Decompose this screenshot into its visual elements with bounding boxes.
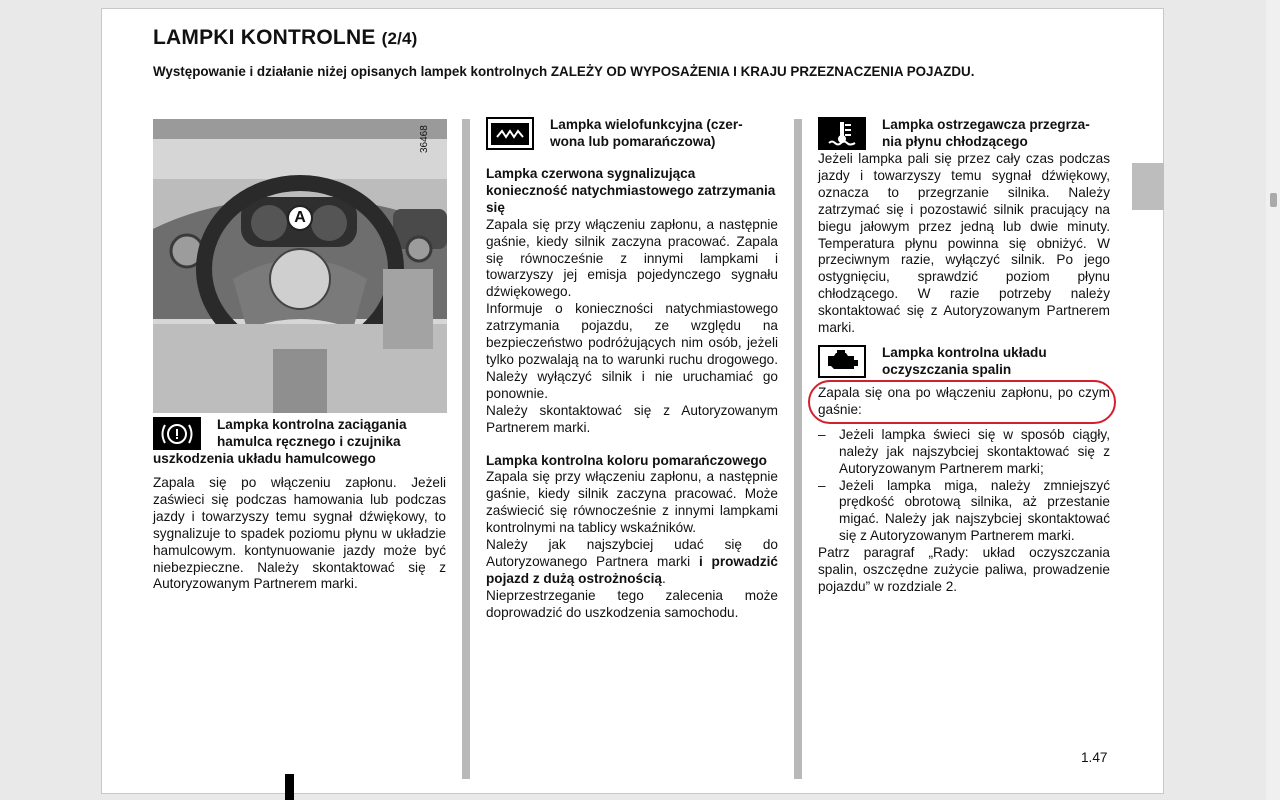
orange-lamp-text-2-bold: i prowadzić pojazd z dużą ostrożnością	[486, 553, 778, 586]
list-item-text: Jeżeli lampka miga, należy zmniejszyć prędkość obrotową silnika, aż przestanie migać. Należy jak najszybciej skontaktować się z Autoryzowanym Partnerem marki.	[839, 477, 1110, 544]
orange-lamp-text-2	[486, 537, 778, 588]
list-dash: –	[818, 426, 826, 442]
multifunction-warning-icon	[486, 117, 534, 150]
orange-lamp-text-1: Zapala się przy włączeniu zapłonu, a następnie gaśnie, kiedy silnik zaczyna pracować. Może zaświecić się równocześnie z innymi lampkami kontrolnymi na tablicy wskaźników.	[486, 469, 778, 536]
orange-lamp-text-2-end: .	[661, 570, 666, 586]
dashboard-illustration	[153, 119, 447, 413]
orange-lamp-text-2-plain: Należy jak najszybciej udać się do Autoryzowanego Partnera marki	[486, 537, 778, 569]
illustration-ref-code: 36468	[419, 125, 430, 153]
handbrake-warning-icon	[153, 417, 201, 450]
list-item	[818, 427, 1110, 478]
red-lamp-subheading: Lampka czerwona sygnalizująca konieczność natychmiastowego zatrzymania się	[486, 166, 776, 215]
multifunction-heading-l2: wona lub pomarańczowa)	[550, 133, 716, 149]
page-intro: Występowanie i działanie niżej opisanych lampek kontrolnych ZALEŻY OD WYPOSAŻENIA I KRAJU PRZEZNACZENIA POJAZDU.	[153, 64, 975, 79]
column-1	[153, 417, 446, 593]
coolant-heading-l1: Lampka ostrzegawcza przegrza-	[882, 117, 1090, 132]
steering-wheel-drawing	[153, 119, 447, 413]
red-lamp-text-1: Zapala się przy włączeniu zapłonu, a następnie gaśnie, kiedy silnik zaczyna pracować. Zapala się równocześnie z innymi lampkami i towarzyszy jej emisja pojedynczego sygnału dźwiękowego.	[486, 216, 778, 300]
vertical-scrollbar[interactable]	[1266, 0, 1280, 800]
column-divider-2	[794, 119, 802, 779]
multifunction-heading-l1: Lampka wielofunkcyjna (czer-	[550, 117, 743, 132]
brake-heading-l1: Lampka kontrolna zaciągania	[217, 417, 407, 432]
callout-a-label: A	[294, 209, 306, 226]
brake-heading-l2: hamulca ręcznego i czujnika	[217, 433, 401, 449]
coolant-heading-l2: nia płynu chłodzącego	[882, 133, 1028, 149]
brake-warning-text: Zapala się po włączeniu zapłonu. Jeżeli zaświeci się podczas hamowania lub podczas jazdy i towarzyszy temu sygnał dźwiękowy, to sygnalizuje to spadek poziomu płynu w układzie hamulcowym. kontynuowanie jazdy może być niebezpieczne. Należy skontaktować się z Autoryzowanym Partnerem marki.	[153, 475, 446, 592]
emission-heading-l1: Lampka kontrolna układu	[882, 344, 1047, 360]
emission-list	[818, 427, 1110, 545]
orange-lamp-subheading: Lampka kontrolna koloru pomarańczowego	[486, 452, 767, 468]
coolant-text: Jeżeli lampka pali się przez cały czas podczas jazdy i towarzyszy temu sygnał dźwiękowy, oznacza to przegrzanie silnika. Należy zatrzymać się i pozostawić silnik pracujący na biegu jałowym przez jedną lub dwie minuty. Temperatura płynu powinna się obniżyć. W przeciwnym razie, wyłączyć silnik. Po jego ostygnięciu, sprawdzić poziom płynu chłodzącego. W razie potrzeby należy skontaktować się z Autoryzowanym Partnerem marki.	[818, 151, 1110, 336]
list-dash: –	[818, 477, 826, 493]
page-title-text: LAMPKI KONTROLNE	[153, 26, 376, 49]
red-lamp-text-3: Należy skontaktować się z Autoryzowanym Partnerem marki.	[486, 402, 778, 435]
column-3	[818, 117, 1110, 596]
coolant-temperature-icon	[818, 117, 866, 150]
scrollbar-thumb[interactable]	[1270, 193, 1277, 207]
page-number: 1.47	[1081, 750, 1108, 765]
coolant-heading	[818, 117, 1110, 151]
text-cursor-marker	[285, 774, 294, 800]
list-item	[818, 478, 1110, 546]
emission-heading-l2: oczyszczania spalin	[882, 361, 1012, 377]
emission-heading	[818, 345, 1110, 381]
brake-warning-heading	[153, 417, 446, 467]
red-lamp-text-2: Informuje o konieczności natychmiastowego zatrzymania pojazdu, ze względu na bezpieczeństwo podróżujących nim osób, jeżeli tylko pozwalają na to warunki ruchu drogowego. Należy wyłączyć silnik i nie uruchamiać go ponownie.	[486, 301, 778, 401]
multifunction-heading	[486, 117, 778, 157]
page-title	[153, 26, 418, 50]
column-divider-1	[462, 119, 470, 779]
page-title-part: (2/4)	[381, 29, 418, 48]
chapter-side-tab	[1132, 163, 1164, 210]
emission-text-2: Patrz paragraf „Rady: układ oczyszczania spalin, oszczędne zużycie paliwa, prowadzenie pojazdu” w rozdziale 2.	[818, 545, 1110, 594]
orange-lamp-text-3: Nieprzestrzeganie tego zalecenia może doprowadzić do uszkodzenia samochodu.	[486, 587, 778, 620]
column-2	[486, 117, 778, 622]
emission-text-1: Zapala się ona po włączeniu zapłonu, po czym gaśnie:	[818, 384, 1110, 417]
list-item-text: Jeżeli lampka świeci się w sposób ciągły, należy jak najszybciej skontaktować się z Autoryzowanym Partnerem marki;	[839, 426, 1110, 476]
engine-check-icon	[818, 345, 866, 378]
callout-a	[287, 205, 313, 231]
red-annotation-ellipse	[808, 380, 1116, 424]
brake-heading-l3: uszkodzenia układu hamulcowego	[153, 450, 376, 466]
